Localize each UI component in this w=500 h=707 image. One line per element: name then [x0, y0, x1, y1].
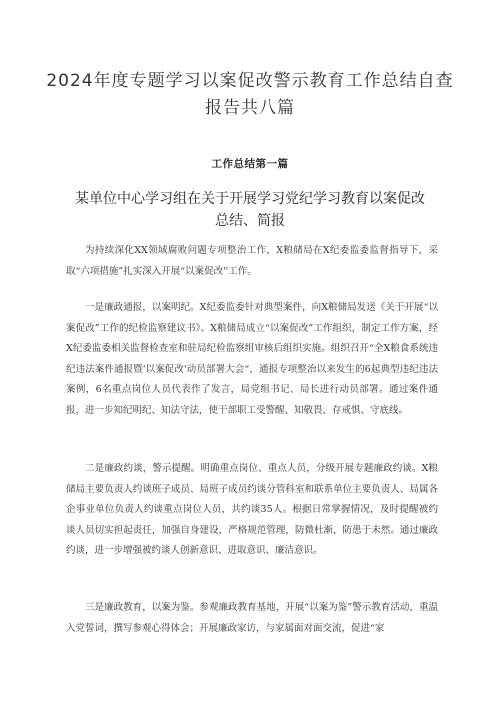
- article-title-line-1: 某单位中心学习组在关于开展学习党纪学习教育以案促改: [75, 191, 425, 207]
- document-title: [40, 68, 460, 122]
- paragraph-point-1: 一是廉政通报，以案明纪。X纪委监委针对典型案件，向X粮储局发送《关于开展“以案促改”工作的纪检监察建议书》。X粮储局成立“以案促改”工作组织，制定工作方案，经X纪委监委相关监督检查室和驻局纪检监察组审核后组织实施。组织召开“全X粮食系统违纪违法案件通报暨'以案促改'动员部署大会“，通报专项整治以来发生的6起典型违纪违法案例，6名重点岗位人员代表作了发言，局党组书记、局长进行动员部署。通过案件通报，进一步知纪明纪、知法守法，使干部职工受警醒、知敬畏、存戒惧、守底线。: [66, 302, 438, 416]
- paragraph-point-3: 三是廉政教育，以案为鉴。参观廉政教育基地，开展“以案为鉴”警示教育活动，重温入党誓词，撰写参观心得体会；开展廉政家访，与家属面对面交流，促进“家: [66, 602, 438, 634]
- document-title-line-2: 报告共八篇: [205, 98, 295, 118]
- section-label: 工作总结第一篇: [211, 158, 289, 170]
- paragraph-intro: 为持续深化XX领域腐败问题专项整治工作，X粮储局在X纪委监委监督指导下，采取“六项措施”扎实深入开展“以案促改''工作。: [66, 245, 438, 277]
- article-title-line-2: 总结、简报: [215, 213, 285, 229]
- article-title: [50, 188, 450, 232]
- paragraph-point-2: 二是廉政约谈，警示提醒。明确重点岗位、重点人员，分级开展专题廉政约谈。X粮储局主要负责人约谈班子成员、局班子成员约谈分管科室和联系单位主要负责人、局属各企事业单位负责人约谈重点岗位人员，共约谈35人。根据日常掌握情况，及时提醒被约谈人员切实担起责任，加强自身建设，严格规范管理，防微杜渐，防患于未然。通过廉政约谈，进一步增强被约谈人创新意识、进取意识、廉洁意识。: [66, 463, 438, 556]
- document-title-line-1: 2024年度专题学习以案促改警示教育工作总结自查: [46, 71, 454, 91]
